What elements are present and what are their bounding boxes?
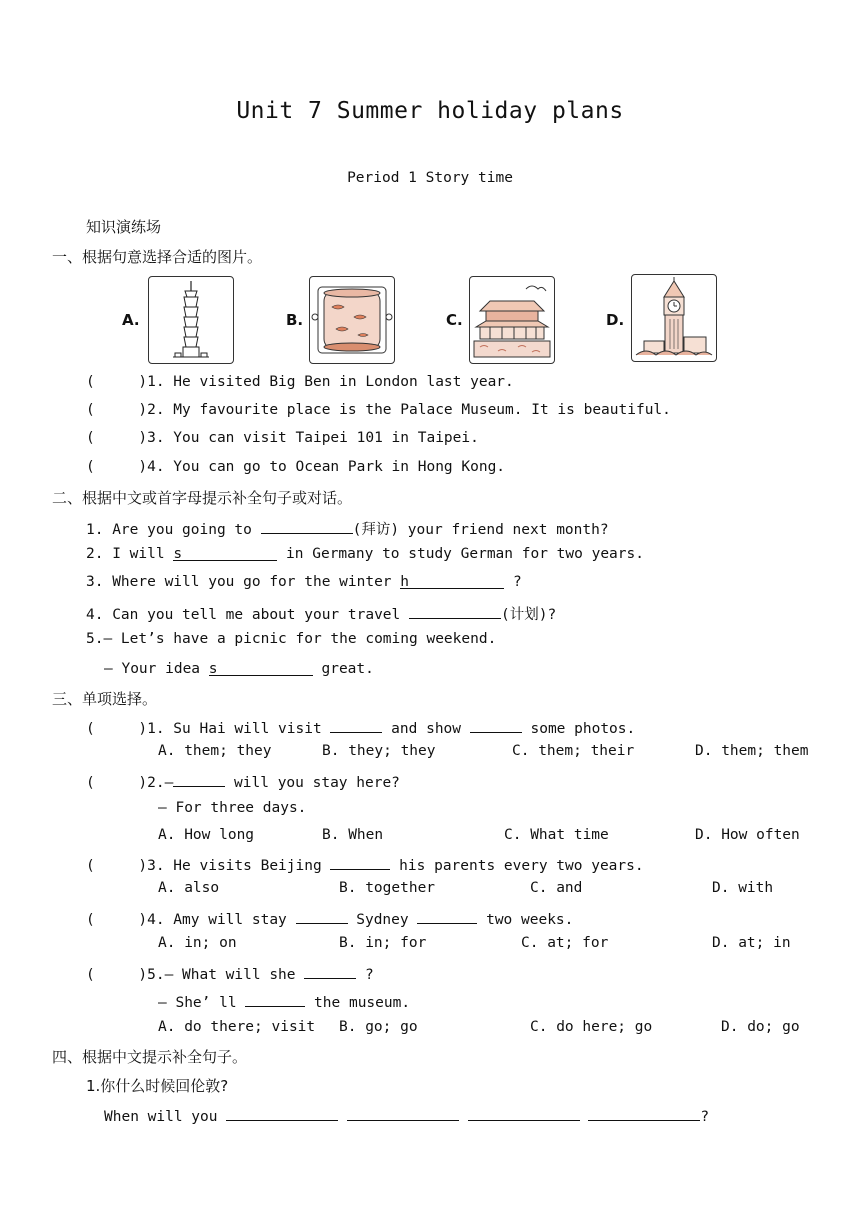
- fill-blank[interactable]: [470, 718, 522, 733]
- mc-question-1: [86, 718, 635, 737]
- option-a[interactable]: A. them; they: [158, 743, 272, 759]
- picture-a-letter: A.: [122, 311, 140, 329]
- option-b[interactable]: B. together: [339, 880, 436, 896]
- s1-item-1: [86, 374, 514, 390]
- s1-item-3: [86, 430, 479, 446]
- s1-item-2: [86, 402, 671, 418]
- fill-blank[interactable]: [226, 1106, 338, 1121]
- s2-item-5: [86, 631, 496, 647]
- option-d[interactable]: D. at; in: [712, 935, 791, 951]
- stem-part: and show: [382, 721, 470, 737]
- section-2-heading: 二、根据中文或首字母提示补全句子或对话。: [52, 489, 353, 507]
- s2-item-3: [86, 574, 522, 590]
- option-a[interactable]: A. in; on: [158, 935, 237, 951]
- sentence-part: great.: [312, 661, 374, 677]
- fill-blank[interactable]: [417, 909, 477, 924]
- stem-part: Sydney: [347, 912, 418, 928]
- option-b[interactable]: B. they; they: [322, 743, 436, 759]
- stem-part: will you stay here?: [225, 775, 400, 791]
- sentence-part: 2. I will: [86, 546, 174, 562]
- picture-a: [148, 276, 234, 364]
- picture-b: [309, 276, 395, 364]
- option-d[interactable]: D. do; go: [721, 1019, 800, 1035]
- question-text: 4. You can go to Ocean Park in Hong Kong.: [147, 459, 506, 475]
- section-1-heading: 一、根据句意选择合适的图片。: [52, 248, 263, 266]
- option-d[interactable]: D. them; them: [695, 743, 809, 759]
- palace-museum-icon: [470, 277, 554, 363]
- fill-blank[interactable]: [347, 1106, 459, 1121]
- stem-part: ?: [356, 967, 374, 983]
- option-c[interactable]: C. them; their: [512, 743, 635, 759]
- option-d[interactable]: D. How often: [695, 827, 800, 843]
- stem-part: some photos.: [521, 721, 636, 737]
- s2-item-5-reply: [104, 661, 374, 677]
- hint-letter: s: [208, 661, 218, 677]
- stem-part: 2.—: [147, 775, 174, 791]
- option-a[interactable]: A. also: [158, 880, 220, 896]
- mc-question-2: [86, 772, 400, 791]
- option-b[interactable]: B. When: [322, 827, 384, 843]
- question-text: 2. My favourite place is the Palace Museum. It is beautiful.: [147, 402, 671, 418]
- picture-d-letter: D.: [606, 311, 625, 329]
- taipei-101-tower-icon: [149, 277, 233, 363]
- option-b[interactable]: B. in; for: [339, 935, 427, 951]
- mc-question-5: [86, 964, 374, 983]
- option-a[interactable]: A. How long: [158, 827, 255, 843]
- sentence-part: ?: [504, 574, 522, 590]
- section-4-heading: 四、根据中文提示补全句子。: [52, 1048, 248, 1066]
- answer-paren[interactable]: ( ): [86, 402, 148, 418]
- s4-item-1-chinese: 1.你什么时候回伦敦?: [86, 1077, 229, 1095]
- big-ben-clock-tower-icon: [632, 275, 716, 361]
- option-b[interactable]: B. go; go: [339, 1019, 418, 1035]
- option-c[interactable]: C. and: [530, 880, 583, 896]
- sentence-part: in Germany to study German for two years.: [277, 546, 644, 562]
- fill-blank[interactable]: [468, 1106, 580, 1121]
- mc-question-5-reply: [158, 992, 410, 1011]
- sentence-part: 5.— Let’s have a picnic for the coming weekend.: [86, 631, 497, 647]
- answer-paren[interactable]: ( ): [86, 721, 148, 737]
- fill-blank[interactable]: [245, 992, 305, 1007]
- picture-c-letter: C.: [446, 311, 463, 329]
- mc-question-2-reply: — For three days.: [158, 800, 307, 816]
- sentence-part: (拜访) your friend next month?: [352, 522, 609, 538]
- stem-part: two weeks.: [477, 912, 574, 928]
- question-text: 1. He visited Big Ben in London last year.: [147, 374, 514, 390]
- option-c[interactable]: C. What time: [504, 827, 609, 843]
- sentence-part: 4. Can you tell me about your travel: [86, 607, 410, 623]
- fill-blank[interactable]: [173, 772, 225, 787]
- answer-paren[interactable]: ( ): [86, 430, 148, 446]
- answer-paren[interactable]: ( ): [86, 459, 148, 475]
- stem-part: the museum.: [305, 995, 411, 1011]
- s1-item-4: [86, 459, 505, 475]
- page-title: Unit 7 Summer holiday plans: [236, 98, 624, 124]
- question-text: 3. You can visit Taipei 101 in Taipei.: [147, 430, 479, 446]
- picture-d: [631, 274, 717, 362]
- option-c[interactable]: C. do here; go: [530, 1019, 653, 1035]
- ocean-park-aquarium-icon: [310, 277, 394, 363]
- sentence-part: 3. Where will you go for the winter: [86, 574, 401, 590]
- mc-question-4: [86, 909, 573, 928]
- section-3-heading: 三、单项选择。: [52, 690, 158, 708]
- page-subtitle: Period 1 Story time: [347, 170, 513, 186]
- stem-part: 1. Su Hai will visit: [147, 721, 331, 737]
- practice-label: 知识演练场: [86, 218, 162, 236]
- sentence-part: — Your idea: [104, 661, 209, 677]
- s2-item-4: [86, 603, 556, 624]
- fill-blank[interactable]: [296, 909, 348, 924]
- sentence-part: When will you: [104, 1109, 227, 1125]
- fill-blank[interactable]: [173, 546, 277, 561]
- answer-paren[interactable]: ( ): [86, 858, 148, 874]
- fill-blank[interactable]: [330, 855, 390, 870]
- answer-paren[interactable]: ( ): [86, 912, 148, 928]
- s2-item-1: [86, 518, 609, 539]
- sentence-part: ?: [700, 1109, 710, 1125]
- fill-blank[interactable]: [330, 718, 382, 733]
- fill-blank[interactable]: [261, 519, 353, 534]
- hint-letter: h: [400, 574, 410, 590]
- answer-paren[interactable]: ( ): [86, 967, 148, 983]
- fill-blank[interactable]: [209, 661, 313, 676]
- option-d[interactable]: D. with: [712, 880, 774, 896]
- hint-letter: s: [173, 546, 183, 562]
- sentence-part: 1. Are you going to: [86, 522, 261, 538]
- mc-question-3: [86, 855, 644, 874]
- fill-blank[interactable]: [409, 604, 501, 619]
- s2-item-2: [86, 546, 644, 562]
- stem-part: — She’ ll: [158, 995, 246, 1011]
- fill-blank[interactable]: [400, 574, 504, 589]
- stem-part: 5.— What will she: [147, 967, 305, 983]
- option-a[interactable]: A. do there; visit: [158, 1019, 316, 1035]
- fill-blank[interactable]: [304, 964, 356, 979]
- picture-c: [469, 276, 555, 364]
- stem-part: 3. He visits Beijing: [147, 858, 331, 874]
- sentence-part: (计划)?: [501, 607, 557, 623]
- stem-part: 4. Amy will stay: [147, 912, 296, 928]
- fill-blank[interactable]: [588, 1106, 700, 1121]
- stem-part: his parents every two years.: [390, 858, 644, 874]
- answer-paren[interactable]: ( ): [86, 775, 148, 791]
- picture-b-letter: B.: [286, 311, 304, 329]
- answer-paren[interactable]: ( ): [86, 374, 148, 390]
- option-c[interactable]: C. at; for: [521, 935, 609, 951]
- s4-item-1-english: [104, 1106, 709, 1125]
